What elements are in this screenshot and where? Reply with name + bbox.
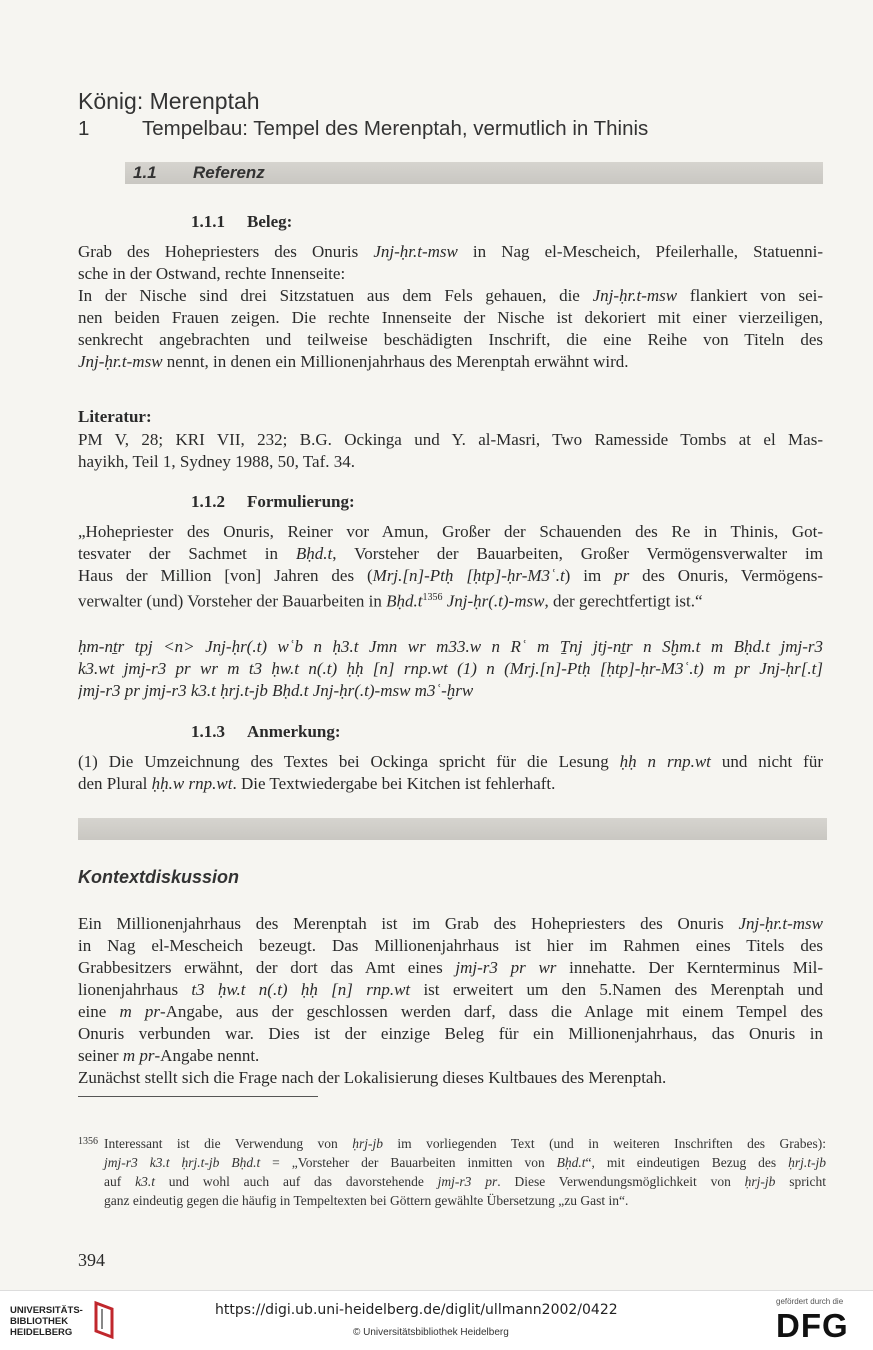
transliteration: m pr — [119, 1002, 160, 1021]
text-line — [78, 263, 823, 285]
text-line — [78, 565, 823, 587]
text-segment: spricht — [775, 1174, 827, 1189]
transliteration: m pr — [122, 1046, 155, 1065]
kontext-text — [78, 913, 823, 1089]
text-line — [78, 351, 823, 373]
text-segment: Interessant ist die Verwendung von — [104, 1136, 353, 1151]
text-segment: und wohl auch auf das davorstehende — [154, 1174, 438, 1189]
text-line — [78, 680, 823, 702]
dfg-logo: DFG — [776, 1307, 849, 1344]
text-segment: = „Vorsteher der Bauarbeiten inmitten von — [260, 1155, 557, 1170]
text-line — [78, 773, 823, 795]
section-title: Tempelbau: Tempel des Merenptah, vermutlich in Thinis — [142, 117, 649, 140]
footnote-line — [78, 1172, 826, 1191]
text-line — [78, 451, 823, 473]
text-segment: Grab des Hohepriesters des Onuris — [78, 242, 374, 261]
text-segment: „Hohepriester des Onuris, Reiner vor Amun, Großer der Schauenden des Re in Thinis, Got- — [78, 522, 823, 541]
text-segment: Zunächst stellt sich die Frage nach der Lokalisierung dieses Kultbaues des Merenptah. — [78, 1068, 667, 1087]
transliteration: jmj-r3 k3.t ḥrj.t-jb Bḥd.t — [104, 1155, 261, 1170]
footnote-line — [78, 1134, 826, 1153]
text-segment: lionenjahrhaus — [78, 980, 192, 999]
footnote-rule — [78, 1096, 318, 1097]
text-segment: auf — [104, 1174, 136, 1189]
anmerkung-text — [78, 751, 823, 795]
text-line — [78, 587, 823, 613]
text-segment: “, mit eindeutigen Bezug des — [585, 1155, 789, 1170]
text-segment: eine — [78, 1002, 120, 1021]
transliteration: ḥrj-jb — [352, 1136, 383, 1151]
page-url[interactable]: https://digi.ub.uni-heidelberg.de/diglit/ullmann2002/0422 — [215, 1302, 618, 1318]
kontext-heading: Kontextdiskussion — [78, 867, 240, 887]
transliteration: Jnj-ḥr.t-msw — [373, 242, 458, 261]
king-heading: König: Merenptah — [78, 88, 260, 114]
kontext-bar — [78, 818, 827, 840]
text-line — [78, 1001, 823, 1023]
library-logo-icon — [90, 1299, 120, 1339]
text-segment: . Diese Verwendungsmöglichkeit von — [497, 1174, 745, 1189]
copyright: © Universitätsbibliothek Heidelberg — [353, 1327, 509, 1338]
beleg-text — [78, 241, 823, 373]
text-line — [78, 913, 823, 935]
literatur-heading: Literatur: — [78, 407, 152, 426]
text-line — [78, 1023, 823, 1045]
section-heading — [78, 117, 648, 141]
text-segment: nennt, in denen ein Millionenjahrhaus des Merenptah erwähnt wird. — [162, 352, 629, 371]
text-segment: In der Nische sind drei Sitzstatuen aus dem Fels gehauen, die — [78, 286, 593, 305]
transliteration: ḥrj-jb — [744, 1174, 776, 1189]
footnote-ref[interactable]: 1356 — [422, 592, 443, 603]
text-segment: nen beiden Frauen zeigen. Die rechte Innenseite der Nische ist dekoriert mit einer vierzeiligen, — [78, 308, 823, 327]
text-segment: ganz eindeutig gegen die häufig in Tempeltexten bei Göttern gewählte Übersetzung „zu Gast in“. — [104, 1193, 629, 1208]
transliteration: pr — [614, 566, 630, 585]
transliteration-text — [78, 636, 823, 702]
text-segment: , der gerechtfertigt ist.“ — [544, 591, 703, 611]
text-segment: , Vorsteher der Bauarbeiten, Großer Vermögensverwalter im — [332, 544, 823, 563]
text-segment: verwalter (und) Vorsteher der Bauarbeiten in — [78, 591, 387, 611]
transliteration: Jnj-ḥr.t-msw — [592, 286, 678, 305]
text-segment: in Nag el-Mescheich bezeugt. Das Millionenjahrhaus ist hier im Rahmen eines Titels des — [78, 936, 823, 955]
transliteration: jmj-r3 pr — [437, 1174, 498, 1189]
transliteration: Jnj-ḥr.t-msw — [78, 352, 163, 371]
text-line — [78, 658, 823, 680]
text-segment: jmj-r3 pr jmj-r3 k3.t ḥrj.t-jb Bḥd.t Jnj-ḥr(.t)-msw m3ʿ-ḫrw — [78, 681, 474, 700]
text-segment: hayikh, Teil 1, Sydney 1988, 50, Taf. 34. — [78, 452, 355, 471]
page-number: 394 — [78, 1250, 105, 1270]
section-number: 1 — [78, 117, 90, 140]
text-line — [78, 521, 823, 543]
transliteration: ḥḥ.w rnp.wt — [151, 774, 233, 793]
text-segment: ḥm-nṯr tpj <n> Jnj-ḥr(.t) wʿb n ḥ3.t Jmn wr m33.w n Rʿ m Ṯnj jtj-nṯr n Sḫm.t m Bḥd.t jmj-r3 — [78, 637, 823, 656]
text-segment: flankiert von sei- — [677, 286, 823, 305]
text-segment: ist erweitert um den 5.Namen des Merenptah und — [410, 980, 823, 999]
footnote-number: 1356 — [78, 1136, 98, 1147]
transliteration: Jnj-ḥr.t-msw — [738, 914, 823, 933]
text-line — [78, 636, 823, 658]
text-line — [78, 1067, 823, 1089]
text-segment: in Nag el-Mescheich, Pfeilerhalle, Statuenni- — [457, 242, 823, 261]
transliteration: Bḥd.t — [386, 591, 423, 611]
text-segment: Onuris verbunden war. Dies ist der einzige Beleg für ein Millionenjahrhaus, das Onuris in — [78, 1024, 823, 1043]
library-name: UNIVERSITÄTS- BIBLIOTHEK HEIDELBERG — [10, 1305, 83, 1338]
transliteration: Jnj-ḥr(.t)-msw — [442, 591, 545, 611]
footnote-line — [78, 1191, 826, 1210]
text-segment: innehatte. Der Kernterminus Mil- — [556, 958, 823, 977]
text-segment: tesvater der Sachmet in — [78, 544, 296, 563]
text-line — [78, 957, 823, 979]
text-segment: . Die Textwiedergabe bei Kitchen ist fehlerhaft. — [232, 774, 556, 793]
text-segment: Ein Millionenjahrhaus des Merenptah ist im Grab des Hohepriesters des Onuris — [78, 914, 739, 933]
transliteration: k3.t — [135, 1174, 155, 1189]
text-line — [78, 935, 823, 957]
text-line — [78, 429, 823, 451]
transliteration: jmj-r3 pr wr — [455, 958, 557, 977]
viewer-footer — [0, 1290, 873, 1350]
text-line — [78, 307, 823, 329]
text-segment: Grabbesitzers erwähnt, der dort das Amt eines — [78, 958, 456, 977]
text-segment: den Plural — [78, 774, 152, 793]
text-segment: des Onuris, Vermögens- — [629, 566, 823, 585]
formulierung-text — [78, 521, 823, 613]
text-segment: seiner — [78, 1046, 123, 1065]
text-segment: Haus der Million [von] Jahren des ( — [78, 566, 373, 585]
literatur-text — [78, 429, 823, 473]
referenz-number: 1.1 — [133, 163, 157, 182]
text-segment: k3.wt jmj-r3 pr wr m t3 ḥw.t n(.t) ḥḥ [n] rnp.wt (1) n (Mrj.[n]-Ptḥ [ḥtp]-ḥr-M3ʿ.t) m pr Jnj-ḥr[.t] — [78, 659, 823, 678]
dfg-caption: gefördert durch die — [776, 1297, 844, 1306]
beleg-heading: 1.1.1 Beleg: — [191, 212, 293, 231]
transliteration: Bḥd.t — [556, 1155, 586, 1170]
transliteration: t3 ḥw.t n(.t) ḥḥ [n] rnp.wt — [191, 980, 411, 999]
text-line — [78, 285, 823, 307]
text-line — [78, 329, 823, 351]
text-line — [78, 241, 823, 263]
text-line — [78, 979, 823, 1001]
footnote-line — [78, 1153, 826, 1172]
text-segment: und nicht für — [710, 752, 823, 771]
text-segment: -Angabe nennt. — [154, 1046, 260, 1065]
transliteration: Bḥd.t — [295, 544, 333, 563]
text-segment: PM V, 28; KRI VII, 232; B.G. Ockinga und Y. al-Masri, Two Ramesside Tombs at el Mas- — [78, 430, 823, 449]
footnote — [78, 1134, 826, 1210]
text-line — [78, 1045, 823, 1067]
referenz-title: Referenz — [193, 163, 265, 182]
anmerkung-heading: 1.1.3 Anmerkung: — [191, 722, 341, 741]
formulierung-heading: 1.1.2 Formulierung: — [191, 492, 355, 511]
text-segment: im vorliegenden Text (und in weiteren Inschriften des Grabes): — [382, 1136, 826, 1151]
transliteration: ḥrj.t-jb — [788, 1155, 826, 1170]
text-segment: sche in der Ostwand, rechte Innenseite: — [78, 264, 346, 283]
text-segment: senkrecht angebrachten und teilweise beschädigten Inschrift, die eine Reihe von Titeln des — [78, 330, 823, 349]
text-line — [78, 751, 823, 773]
transliteration: Mrj.[n]-Ptḥ [ḥtp]-ḥr-M3ʿ.t — [372, 566, 565, 585]
referenz-bar — [125, 162, 823, 184]
text-segment: ) im — [564, 566, 615, 585]
text-segment: (1) Die Umzeichnung des Textes bei Ockinga spricht für die Lesung — [78, 752, 620, 771]
text-segment: -Angabe, aus der geschlossen werden darf, dass die Anlage mit einem Tempel des — [159, 1002, 823, 1021]
transliteration: ḥḥ n rnp.wt — [619, 752, 711, 771]
text-line — [78, 543, 823, 565]
